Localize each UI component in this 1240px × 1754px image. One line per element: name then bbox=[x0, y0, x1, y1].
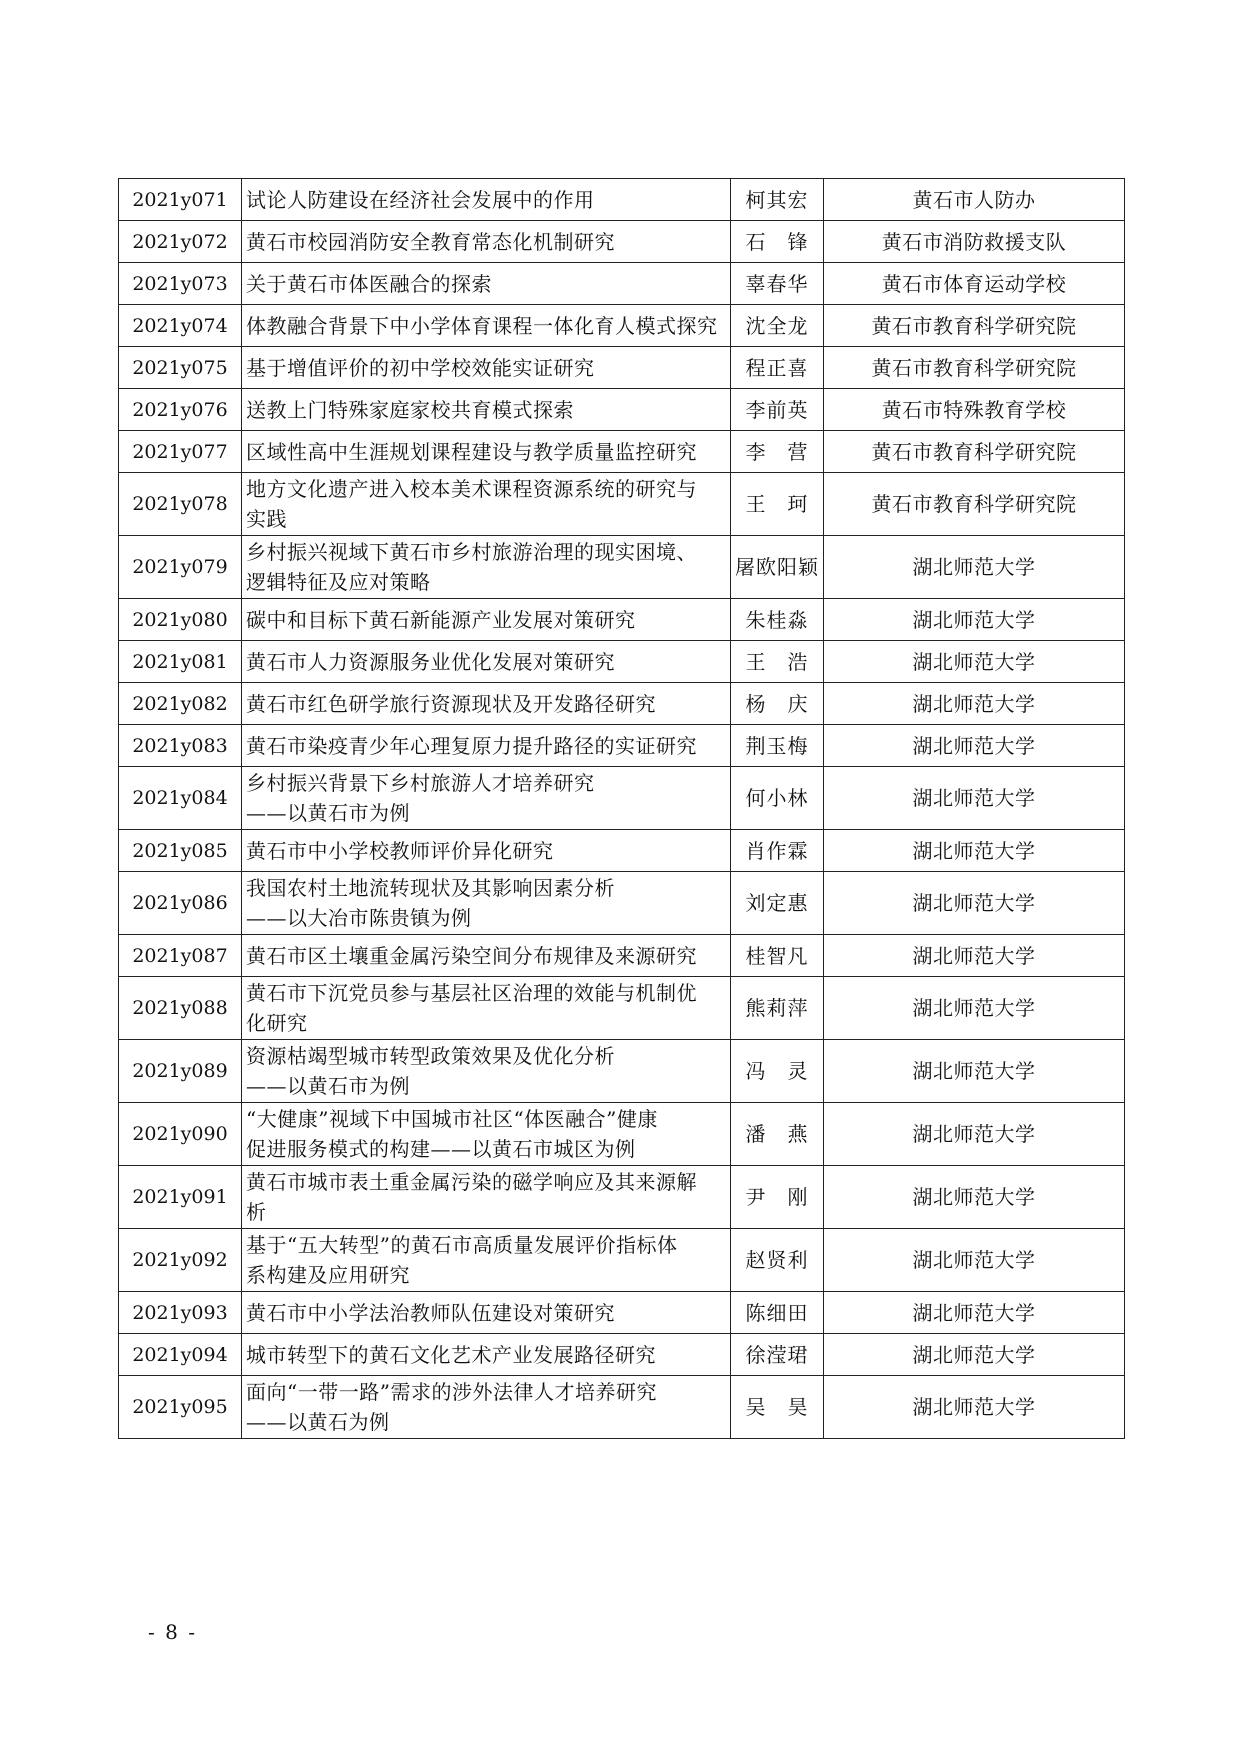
project-title-cell bbox=[242, 179, 731, 221]
project-author-cell: 吴 昊 bbox=[731, 1376, 824, 1439]
project-id-cell: 2021y075 bbox=[119, 347, 242, 389]
project-id-cell: 2021y088 bbox=[119, 977, 242, 1040]
table-row bbox=[119, 1040, 1125, 1103]
project-title-line: 我国农村土地流转现状及其影响因素分析 bbox=[246, 876, 615, 900]
project-title-line: 试论人防建设在经济社会发展中的作用 bbox=[246, 187, 595, 212]
project-title-line: 基于“五大转型”的黄石市高质量发展评价指标体 bbox=[246, 1233, 678, 1257]
project-title-line: ——以大冶市陈贵镇为例 bbox=[246, 906, 472, 930]
project-title-line: 地方文化遗产进入校本美术课程资源系统的研究与 bbox=[246, 477, 697, 501]
table-row bbox=[119, 1103, 1125, 1166]
project-id-cell: 2021y076 bbox=[119, 389, 242, 431]
table-row bbox=[119, 221, 1125, 263]
table-row bbox=[119, 1292, 1125, 1334]
project-organization-cell: 湖北师范大学 bbox=[824, 599, 1125, 641]
project-id-cell: 2021y079 bbox=[119, 536, 242, 599]
project-id-cell: 2021y090 bbox=[119, 1103, 242, 1166]
project-title-line: 黄石市区土壤重金属污染空间分布规律及来源研究 bbox=[246, 943, 697, 968]
project-organization-cell: 湖北师范大学 bbox=[824, 977, 1125, 1040]
project-title-line: 化研究 bbox=[246, 1011, 308, 1035]
project-organization-cell: 湖北师范大学 bbox=[824, 872, 1125, 935]
project-title-line: 实践 bbox=[246, 507, 287, 531]
project-organization-cell: 湖北师范大学 bbox=[824, 536, 1125, 599]
project-title-line: 资源枯竭型城市转型政策效果及优化分析 bbox=[246, 1044, 615, 1068]
project-author-cell: 肖作霖 bbox=[731, 830, 824, 872]
project-organization-cell: 湖北师范大学 bbox=[824, 1040, 1125, 1103]
project-id-cell: 2021y089 bbox=[119, 1040, 242, 1103]
table-row bbox=[119, 1376, 1125, 1439]
project-author-cell: 冯 灵 bbox=[731, 1040, 824, 1103]
project-organization-cell: 湖北师范大学 bbox=[824, 935, 1125, 977]
project-id-cell: 2021y093 bbox=[119, 1292, 242, 1334]
project-organization-cell: 黄石市教育科学研究院 bbox=[824, 305, 1125, 347]
project-title-line: 乡村振兴背景下乡村旅游人才培养研究 bbox=[246, 771, 595, 795]
project-id-cell: 2021y087 bbox=[119, 935, 242, 977]
project-author-cell: 荆玉梅 bbox=[731, 725, 824, 767]
project-title-line: 区域性高中生涯规划课程建设与教学质量监控研究 bbox=[246, 439, 697, 464]
project-organization-cell: 黄石市消防救援支队 bbox=[824, 221, 1125, 263]
project-title-line: 黄石市中小学校教师评价异化研究 bbox=[246, 838, 554, 863]
page-number: - 8 - bbox=[148, 1620, 197, 1644]
project-title-line: “大健康”视域下中国城市社区“体医融合”健康 bbox=[246, 1107, 658, 1131]
project-organization-cell: 黄石市教育科学研究院 bbox=[824, 473, 1125, 536]
table-row bbox=[119, 641, 1125, 683]
project-title-cell bbox=[242, 977, 731, 1040]
project-author-cell: 程正喜 bbox=[731, 347, 824, 389]
project-id-cell: 2021y073 bbox=[119, 263, 242, 305]
project-title-cell bbox=[242, 1376, 731, 1439]
project-author-cell: 李 营 bbox=[731, 431, 824, 473]
project-id-cell: 2021y092 bbox=[119, 1229, 242, 1292]
project-id-cell: 2021y084 bbox=[119, 767, 242, 830]
project-id-cell: 2021y085 bbox=[119, 830, 242, 872]
table-row bbox=[119, 1334, 1125, 1376]
project-organization-cell: 湖北师范大学 bbox=[824, 767, 1125, 830]
project-title-line: 黄石市红色研学旅行资源现状及开发路径研究 bbox=[246, 691, 656, 716]
project-author-cell: 熊莉萍 bbox=[731, 977, 824, 1040]
project-id-cell: 2021y077 bbox=[119, 431, 242, 473]
project-title-line: 体教融合背景下中小学体育课程一体化育人模式探究 bbox=[246, 313, 718, 338]
project-organization-cell: 湖北师范大学 bbox=[824, 1376, 1125, 1439]
project-organization-cell: 湖北师范大学 bbox=[824, 683, 1125, 725]
project-title-line: 面向“一带一路”需求的涉外法律人才培养研究 bbox=[246, 1380, 657, 1404]
project-title-cell bbox=[242, 1166, 731, 1229]
project-organization-cell: 湖北师范大学 bbox=[824, 1103, 1125, 1166]
project-author-cell: 朱桂淼 bbox=[731, 599, 824, 641]
project-title-line: 关于黄石市体医融合的探索 bbox=[246, 271, 492, 296]
project-id-cell: 2021y091 bbox=[119, 1166, 242, 1229]
table-row bbox=[119, 473, 1125, 536]
table-row bbox=[119, 1166, 1125, 1229]
project-organization-cell: 湖北师范大学 bbox=[824, 830, 1125, 872]
table-row bbox=[119, 683, 1125, 725]
project-organization-cell: 黄石市人防办 bbox=[824, 179, 1125, 221]
project-title-line: 黄石市校园消防安全教育常态化机制研究 bbox=[246, 229, 615, 254]
project-author-cell: 柯其宏 bbox=[731, 179, 824, 221]
project-title-cell bbox=[242, 1292, 731, 1334]
project-organization-cell: 黄石市特殊教育学校 bbox=[824, 389, 1125, 431]
project-title-cell bbox=[242, 767, 731, 830]
project-author-cell: 刘定惠 bbox=[731, 872, 824, 935]
project-id-cell: 2021y080 bbox=[119, 599, 242, 641]
project-title-line: ——以黄石市为例 bbox=[246, 801, 410, 825]
project-author-cell: 陈细田 bbox=[731, 1292, 824, 1334]
project-id-cell: 2021y086 bbox=[119, 872, 242, 935]
project-title-cell bbox=[242, 347, 731, 389]
table-row bbox=[119, 1229, 1125, 1292]
project-title-cell bbox=[242, 473, 731, 536]
project-id-cell: 2021y072 bbox=[119, 221, 242, 263]
project-title-line: 逻辑特征及应对策略 bbox=[246, 570, 431, 594]
project-title-line: 碳中和目标下黄石新能源产业发展对策研究 bbox=[246, 607, 636, 632]
project-id-cell: 2021y071 bbox=[119, 179, 242, 221]
table-row bbox=[119, 935, 1125, 977]
project-title-cell bbox=[242, 263, 731, 305]
table-row bbox=[119, 179, 1125, 221]
project-author-cell: 桂智凡 bbox=[731, 935, 824, 977]
project-title-cell bbox=[242, 221, 731, 263]
project-author-cell: 辜春华 bbox=[731, 263, 824, 305]
project-title-line: ——以黄石为例 bbox=[246, 1410, 390, 1434]
table-row bbox=[119, 830, 1125, 872]
project-author-cell: 赵贤利 bbox=[731, 1229, 824, 1292]
table-row bbox=[119, 977, 1125, 1040]
project-title-line: 黄石市城市表土重金属污染的磁学响应及其来源解 bbox=[246, 1170, 697, 1194]
table-row bbox=[119, 767, 1125, 830]
project-title-cell bbox=[242, 935, 731, 977]
table-row bbox=[119, 347, 1125, 389]
project-author-cell: 王 浩 bbox=[731, 641, 824, 683]
project-id-cell: 2021y078 bbox=[119, 473, 242, 536]
project-author-cell: 屠欧阳颖 bbox=[731, 536, 824, 599]
project-title-line: 促进服务模式的构建——以黄石市城区为例 bbox=[246, 1137, 636, 1161]
project-organization-cell: 湖北师范大学 bbox=[824, 1229, 1125, 1292]
project-author-cell: 沈全龙 bbox=[731, 305, 824, 347]
project-author-cell: 李前英 bbox=[731, 389, 824, 431]
project-id-cell: 2021y095 bbox=[119, 1376, 242, 1439]
project-author-cell: 何小林 bbox=[731, 767, 824, 830]
project-title-cell bbox=[242, 683, 731, 725]
project-title-cell bbox=[242, 1334, 731, 1376]
project-author-cell: 石 锋 bbox=[731, 221, 824, 263]
project-title-cell bbox=[242, 830, 731, 872]
project-organization-cell: 湖北师范大学 bbox=[824, 1292, 1125, 1334]
table-row bbox=[119, 536, 1125, 599]
project-title-cell bbox=[242, 536, 731, 599]
project-title-line: 黄石市下沉党员参与基层社区治理的效能与机制优 bbox=[246, 981, 697, 1005]
project-title-line: 黄石市人力资源服务业优化发展对策研究 bbox=[246, 649, 615, 674]
project-organization-cell: 湖北师范大学 bbox=[824, 641, 1125, 683]
project-title-line: 黄石市染疫青少年心理复原力提升路径的实证研究 bbox=[246, 733, 697, 758]
project-author-cell: 尹 刚 bbox=[731, 1166, 824, 1229]
project-title-cell bbox=[242, 1103, 731, 1166]
project-author-cell: 杨 庆 bbox=[731, 683, 824, 725]
project-title-cell bbox=[242, 1229, 731, 1292]
project-id-cell: 2021y094 bbox=[119, 1334, 242, 1376]
project-title-line: 黄石市中小学法治教师队伍建设对策研究 bbox=[246, 1300, 615, 1325]
project-title-cell bbox=[242, 599, 731, 641]
project-organization-cell: 黄石市体育运动学校 bbox=[824, 263, 1125, 305]
project-title-line: 析 bbox=[246, 1200, 267, 1224]
project-author-cell: 王 珂 bbox=[731, 473, 824, 536]
project-title-cell bbox=[242, 431, 731, 473]
project-title-line: ——以黄石市为例 bbox=[246, 1074, 410, 1098]
project-title-cell bbox=[242, 1040, 731, 1103]
project-title-line: 基于增值评价的初中学校效能实证研究 bbox=[246, 355, 595, 380]
project-list-table bbox=[118, 178, 1125, 1439]
table-row bbox=[119, 389, 1125, 431]
project-title-line: 乡村振兴视域下黄石市乡村旅游治理的现实困境、 bbox=[246, 540, 697, 564]
project-id-cell: 2021y074 bbox=[119, 305, 242, 347]
project-id-cell: 2021y082 bbox=[119, 683, 242, 725]
project-id-cell: 2021y083 bbox=[119, 725, 242, 767]
table-row bbox=[119, 305, 1125, 347]
project-organization-cell: 湖北师范大学 bbox=[824, 1166, 1125, 1229]
table-row bbox=[119, 725, 1125, 767]
project-organization-cell: 湖北师范大学 bbox=[824, 725, 1125, 767]
project-id-cell: 2021y081 bbox=[119, 641, 242, 683]
project-title-line: 系构建及应用研究 bbox=[246, 1263, 410, 1287]
table-row bbox=[119, 599, 1125, 641]
project-organization-cell: 黄石市教育科学研究院 bbox=[824, 431, 1125, 473]
project-title-line: 城市转型下的黄石文化艺术产业发展路径研究 bbox=[246, 1342, 656, 1367]
table-row bbox=[119, 431, 1125, 473]
project-organization-cell: 黄石市教育科学研究院 bbox=[824, 347, 1125, 389]
table-body bbox=[119, 179, 1125, 1439]
project-author-cell: 徐滢珺 bbox=[731, 1334, 824, 1376]
table-row bbox=[119, 872, 1125, 935]
project-title-cell bbox=[242, 389, 731, 431]
project-author-cell: 潘 燕 bbox=[731, 1103, 824, 1166]
project-title-cell bbox=[242, 725, 731, 767]
project-title-cell bbox=[242, 872, 731, 935]
project-title-cell bbox=[242, 641, 731, 683]
table-row bbox=[119, 263, 1125, 305]
project-organization-cell: 湖北师范大学 bbox=[824, 1334, 1125, 1376]
project-title-line: 送教上门特殊家庭家校共育模式探索 bbox=[246, 397, 574, 422]
project-title-cell bbox=[242, 305, 731, 347]
